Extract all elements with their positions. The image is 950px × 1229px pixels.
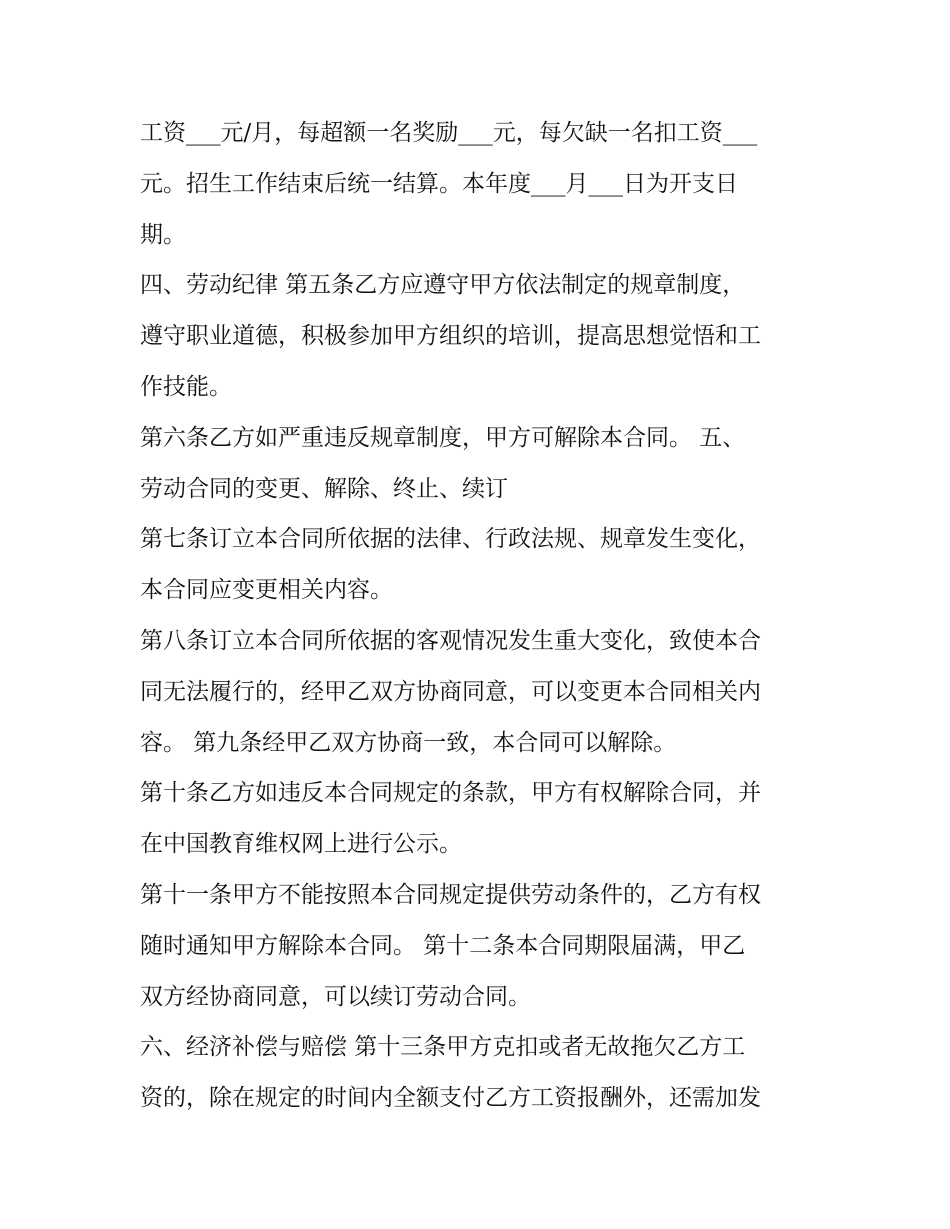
text-line: 同无法履行的，经甲乙双方协商同意，可以变更本合同相关内 (140, 678, 761, 705)
text-line: 遵守职业道德，积极参加甲方组织的培训，提高思想觉悟和工 (140, 323, 761, 350)
text-line: 第十条乙方如违反本合同规定的条款，甲方有权解除合同，并 (140, 780, 761, 807)
text-line: 随时通知甲方解除本合同。 第十二条本合同期限届满，甲乙 (140, 932, 746, 959)
text-line: 在中国教育维权网上进行公示。 (140, 831, 462, 858)
text-line: 双方经协商同意，可以续订劳动合同。 (140, 983, 531, 1010)
text-line: 容。 第九条经甲乙双方协商一致，本合同可以解除。 (140, 729, 677, 756)
text-line: 作技能。 (140, 373, 232, 400)
text-line: 第七条订立本合同所依据的法律、行政法规、规章发生变化， (140, 526, 761, 553)
text-line: 期。 (140, 221, 186, 248)
text-line: 六、经济补偿与赔偿 第十三条甲方克扣或者无故拖欠乙方工 (140, 1034, 746, 1061)
text-line: 第八条订立本合同所依据的客观情况发生重大变化，致使本合 (140, 627, 761, 654)
text-line: 本合同应变更相关内容。 (140, 577, 393, 604)
text-line: 第十一条甲方不能按照本合同规定提供劳动条件的，乙方有权 (140, 881, 761, 908)
contract-text-body (140, 108, 820, 1124)
text-line: 四、劳动纪律 第五条乙方应遵守甲方依法制定的规章制度， (140, 272, 746, 299)
text-line: 第六条乙方如严重违反规章制度，甲方可解除本合同。 五、 (140, 424, 746, 451)
text-line: 元。招生工作结束后统一结算。本年度___月___日为开支日 (140, 170, 738, 197)
text-line: 工资___元/月，每超额一名奖励___元，每欠缺一名扣工资___ (140, 120, 758, 146)
text-line: 资的，除在规定的时间内全额支付乙方工资报酬外，还需加发 (140, 1085, 761, 1112)
text-line: 劳动合同的变更、解除、终止、续订 (140, 475, 508, 502)
